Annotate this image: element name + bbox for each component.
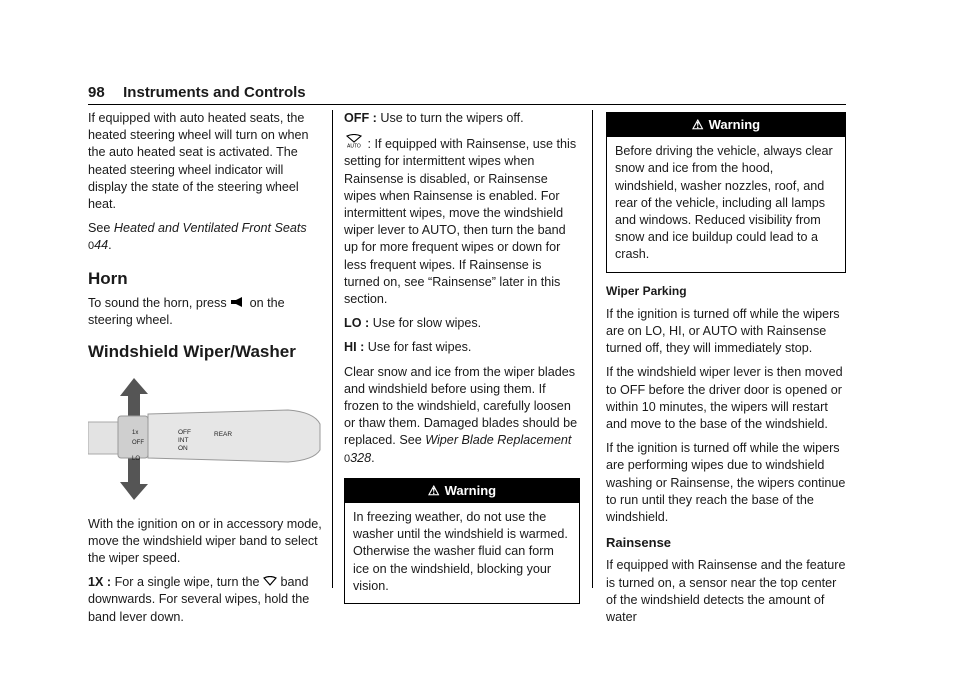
svg-text:OFF: OFF bbox=[178, 429, 191, 437]
svg-text:AUTO: AUTO bbox=[347, 143, 361, 149]
rainsense-heading: Rainsense bbox=[606, 535, 672, 551]
parking-paragraph-3: If the ignition is turned off while the wipers are performing wipes due to windshield washing or Rainsense, the wipers continue to run until they reach the base of the windshield. bbox=[606, 441, 846, 525]
page-ref-arrow-icon: 0 bbox=[88, 240, 95, 253]
column-3 bbox=[606, 110, 846, 633]
horn-paragraph: To sound the horn, press on the steering wheel. bbox=[88, 295, 285, 328]
svg-text:REAR: REAR bbox=[214, 431, 233, 439]
heated-wheel-paragraph: If equipped with auto heated seats, the heated steering wheel will turn on when the auto heated seat is activated. The heated steering wheel indicator will display the state of the steering wheel heat. bbox=[88, 111, 309, 212]
svg-text:INT: INT bbox=[178, 437, 189, 445]
svg-text:ON: ON bbox=[178, 445, 188, 453]
column-1 bbox=[88, 110, 322, 633]
auto-wiper-icon bbox=[344, 134, 364, 148]
warning-icon: ⚠ bbox=[427, 482, 440, 498]
wiper-mist-icon bbox=[263, 576, 277, 586]
column-divider-2 bbox=[592, 110, 593, 588]
svg-text:1x: 1x bbox=[132, 430, 139, 437]
one-x-paragraph: 1X : For a single wipe, turn the band downwards. For several wipes, hold the band lever down. bbox=[88, 575, 310, 624]
ignition-paragraph: With the ignition on or in accessory mode, move the windshield wiper band to select the wiper speed. bbox=[88, 516, 322, 566]
page-ref-number[interactable]: 328 bbox=[350, 450, 372, 465]
svg-text:OFF: OFF bbox=[132, 440, 144, 447]
svg-text:LO: LO bbox=[132, 456, 141, 463]
horn-icon bbox=[230, 297, 246, 307]
page-number: 98 bbox=[88, 84, 105, 101]
page-ref-arrow-icon: 0 bbox=[344, 452, 351, 465]
lo-paragraph: LO : Use for slow wipes. bbox=[344, 316, 482, 331]
parking-paragraph-2: If the windshield wiper lever is then moved to OFF before the driver door is opened or within 10 minutes, the wipers will restart and move to the base of the windshield. bbox=[606, 365, 843, 432]
hi-paragraph: HI : Use for fast wipes. bbox=[344, 340, 472, 355]
column-2 bbox=[344, 110, 580, 614]
wiper-band bbox=[118, 416, 148, 458]
page-header bbox=[88, 84, 848, 102]
wiper-parking-heading: Wiper Parking bbox=[606, 283, 687, 298]
wiper-washer-heading: Windshield Wiper/Washer bbox=[88, 342, 296, 362]
warning-box-freezing bbox=[344, 478, 580, 604]
warning-icon: ⚠ bbox=[691, 117, 704, 132]
warning-header: ⚠ Warning bbox=[607, 113, 845, 137]
column-divider-1 bbox=[332, 110, 333, 588]
page-ref-number[interactable]: 44 bbox=[94, 238, 109, 253]
auto-paragraph: AUTO : If equipped with Rainsense, use this setting for intermittent wipes when Rainsense is disabled, or Rainsense wipes when Rainsense is enabled. For intermittent wipes, move the windshield wiper lever to AUTO, then turn the band up for more frequent wipes or down for less frequent wipes. If Rainsense is turned on, see “Rainsense” later in this section. bbox=[344, 134, 580, 308]
cross-reference-link[interactable]: Wiper Blade Replacement bbox=[425, 433, 572, 448]
see-reference-seats: See Heated and Ventilated Front Seats 044. bbox=[88, 221, 307, 253]
warning-body: Before driving the vehicle, always clear snow and ice from the hood, windshield, washer nozzles, roof, and rear of the vehicle, including all lamps and windows. Reduced visibility from snow and ice buildup could lead to a crash. bbox=[615, 144, 833, 262]
turn-down-arrow-icon bbox=[120, 456, 148, 500]
warning-header: ⚠ Warning bbox=[345, 479, 579, 503]
warning-box-snow bbox=[606, 112, 846, 273]
off-paragraph: OFF : Use to turn the wipers off. bbox=[344, 111, 524, 125]
wiper-lever-illustration bbox=[88, 372, 322, 502]
warning-body: In freezing weather, do not use the washer until the windshield is warmed. Otherwise the washer fluid can form ice on the windshield, blocking your vision. bbox=[353, 510, 568, 593]
clear-snow-paragraph: Clear snow and ice from the wiper blades and windshield before using them. If frozen to the windshield, carefully loosen or thaw them. Damaged blades should be replaced. See Wiper Blade Replacement 0328. bbox=[344, 364, 578, 465]
header-rule bbox=[88, 104, 846, 105]
cross-reference-link[interactable]: Heated and Ventilated Front Seats bbox=[113, 221, 307, 236]
section-title: Instruments and Controls bbox=[123, 84, 306, 101]
horn-heading: Horn bbox=[88, 268, 128, 288]
parking-paragraph-1: If the ignition is turned off while the wipers are on LO, HI, or AUTO with Rainsense turned off, they will immediately stop. bbox=[606, 306, 840, 356]
rainsense-paragraph: If equipped with Rainsense and the feature is turned on, a sensor near the top center of the windshield detects the amount of water bbox=[606, 558, 846, 625]
